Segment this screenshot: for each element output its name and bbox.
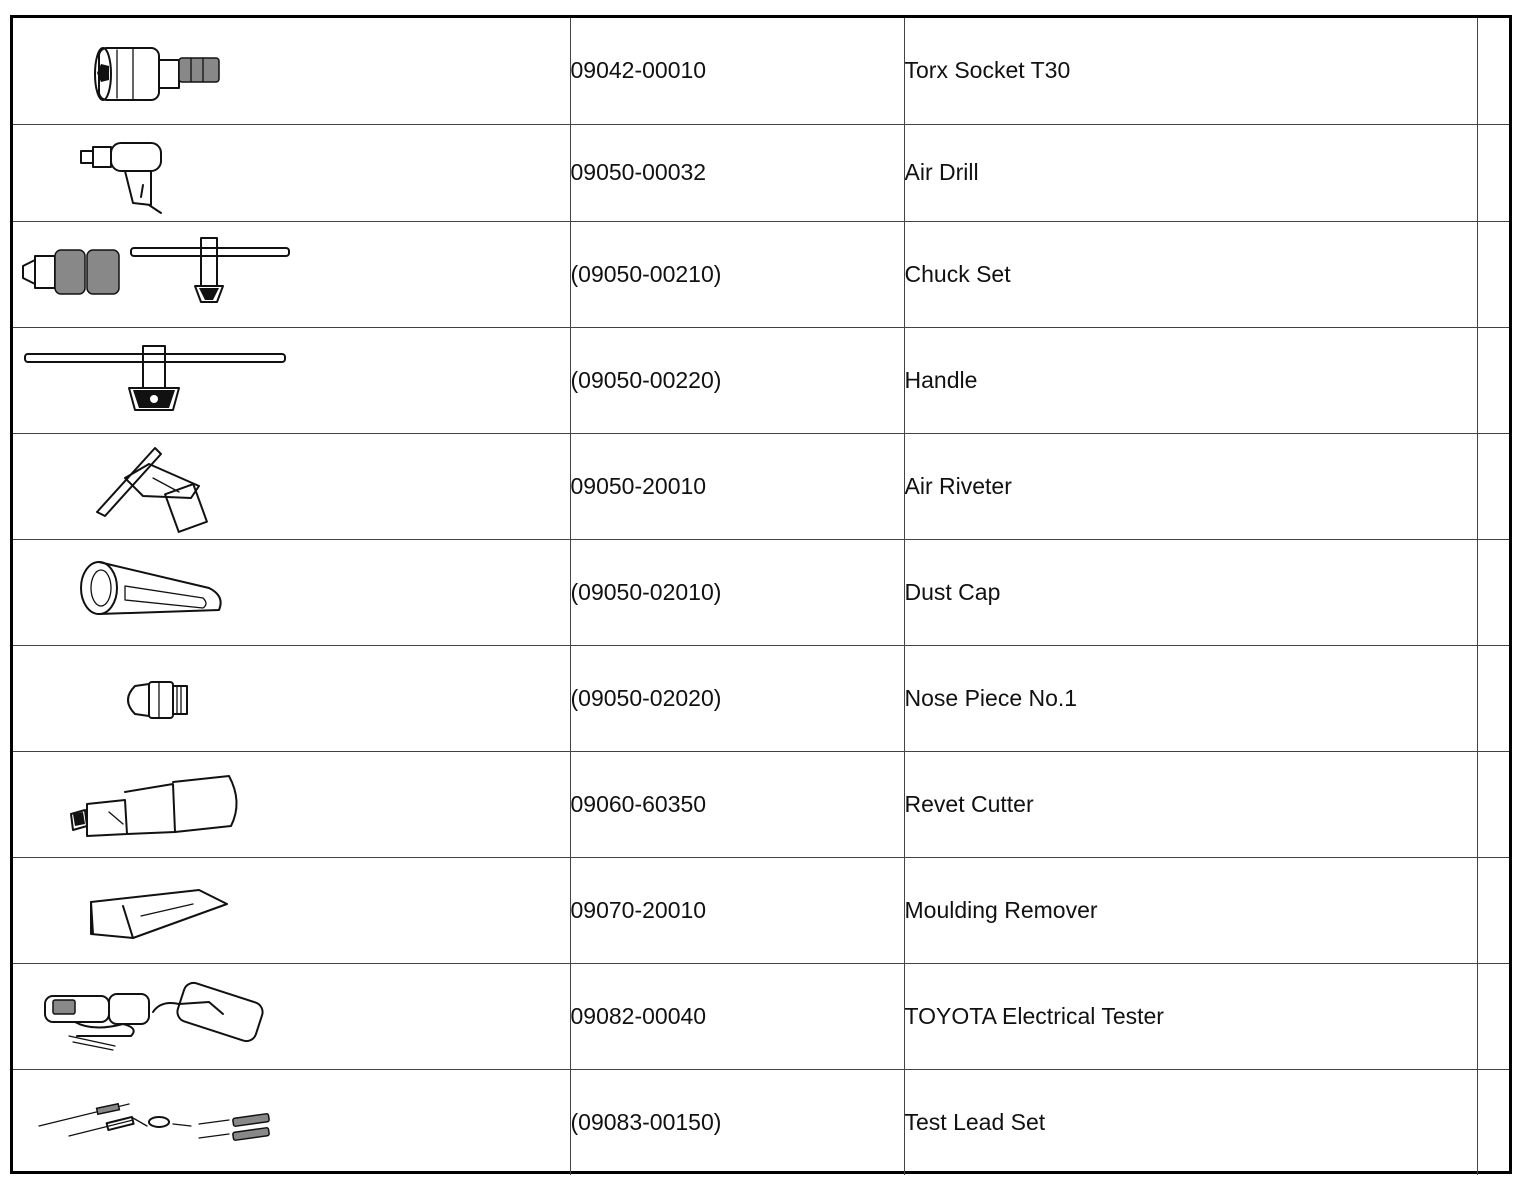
note-cell: [1477, 1069, 1509, 1175]
illustration-cell: [13, 124, 570, 221]
part-number: 09082-00040: [570, 963, 904, 1069]
table-row: [13, 645, 1509, 751]
table-row: [13, 124, 1509, 221]
tool-name: Moulding Remover: [904, 857, 1477, 963]
note-cell: [1477, 857, 1509, 963]
chuck-key-handle-icon: [13, 328, 570, 432]
nose-piece-icon: [13, 646, 570, 750]
dust-cap-icon: [13, 540, 570, 644]
note-cell: [1477, 327, 1509, 433]
special-tools-table-frame: [10, 15, 1512, 1174]
tool-name: Revet Cutter: [904, 751, 1477, 857]
illustration-cell: [13, 327, 570, 433]
tool-name: Nose Piece No.1: [904, 645, 1477, 751]
part-number: 09042-00010: [570, 18, 904, 124]
table-row: [13, 433, 1509, 539]
table-row: [13, 963, 1509, 1069]
rivet-cutter-icon: [13, 752, 570, 856]
air-riveter-icon: [13, 434, 570, 538]
illustration-cell: [13, 1069, 570, 1175]
chuck-set-icon: [13, 222, 570, 326]
tool-name: Chuck Set: [904, 221, 1477, 327]
air-drill-icon: [13, 125, 570, 221]
table-row: [13, 221, 1509, 327]
part-number: (09083-00150): [570, 1069, 904, 1175]
note-cell: [1477, 751, 1509, 857]
note-cell: [1477, 433, 1509, 539]
table-row: [13, 327, 1509, 433]
illustration-cell: [13, 645, 570, 751]
table-row: [13, 18, 1509, 124]
part-number: 09050-00032: [570, 124, 904, 221]
test-lead-set-icon: [13, 1070, 570, 1174]
table-row: [13, 751, 1509, 857]
tool-name: Air Riveter: [904, 433, 1477, 539]
note-cell: [1477, 221, 1509, 327]
illustration-cell: [13, 857, 570, 963]
table-row: [13, 1069, 1509, 1175]
note-cell: [1477, 645, 1509, 751]
illustration-cell: [13, 963, 570, 1069]
part-number: 09050-20010: [570, 433, 904, 539]
table-row: [13, 857, 1509, 963]
illustration-cell: [13, 221, 570, 327]
special-tools-table: [13, 18, 1509, 1175]
table-row: [13, 539, 1509, 645]
tool-name: Torx Socket T30: [904, 18, 1477, 124]
illustration-cell: [13, 433, 570, 539]
note-cell: [1477, 18, 1509, 124]
electrical-tester-icon: [13, 964, 570, 1068]
moulding-remover-icon: [13, 858, 570, 962]
part-number: 09060-60350: [570, 751, 904, 857]
torx-socket-icon: [13, 18, 570, 122]
part-number: (09050-02020): [570, 645, 904, 751]
note-cell: [1477, 963, 1509, 1069]
illustration-cell: [13, 539, 570, 645]
part-number: 09070-20010: [570, 857, 904, 963]
part-number: (09050-00220): [570, 327, 904, 433]
illustration-cell: [13, 18, 570, 124]
tool-name: Test Lead Set: [904, 1069, 1477, 1175]
note-cell: [1477, 539, 1509, 645]
tool-name: TOYOTA Electrical Tester: [904, 963, 1477, 1069]
tool-name: Dust Cap: [904, 539, 1477, 645]
illustration-cell: [13, 751, 570, 857]
part-number: (09050-02010): [570, 539, 904, 645]
part-number: (09050-00210): [570, 221, 904, 327]
tool-name: Handle: [904, 327, 1477, 433]
tool-name: Air Drill: [904, 124, 1477, 221]
note-cell: [1477, 124, 1509, 221]
